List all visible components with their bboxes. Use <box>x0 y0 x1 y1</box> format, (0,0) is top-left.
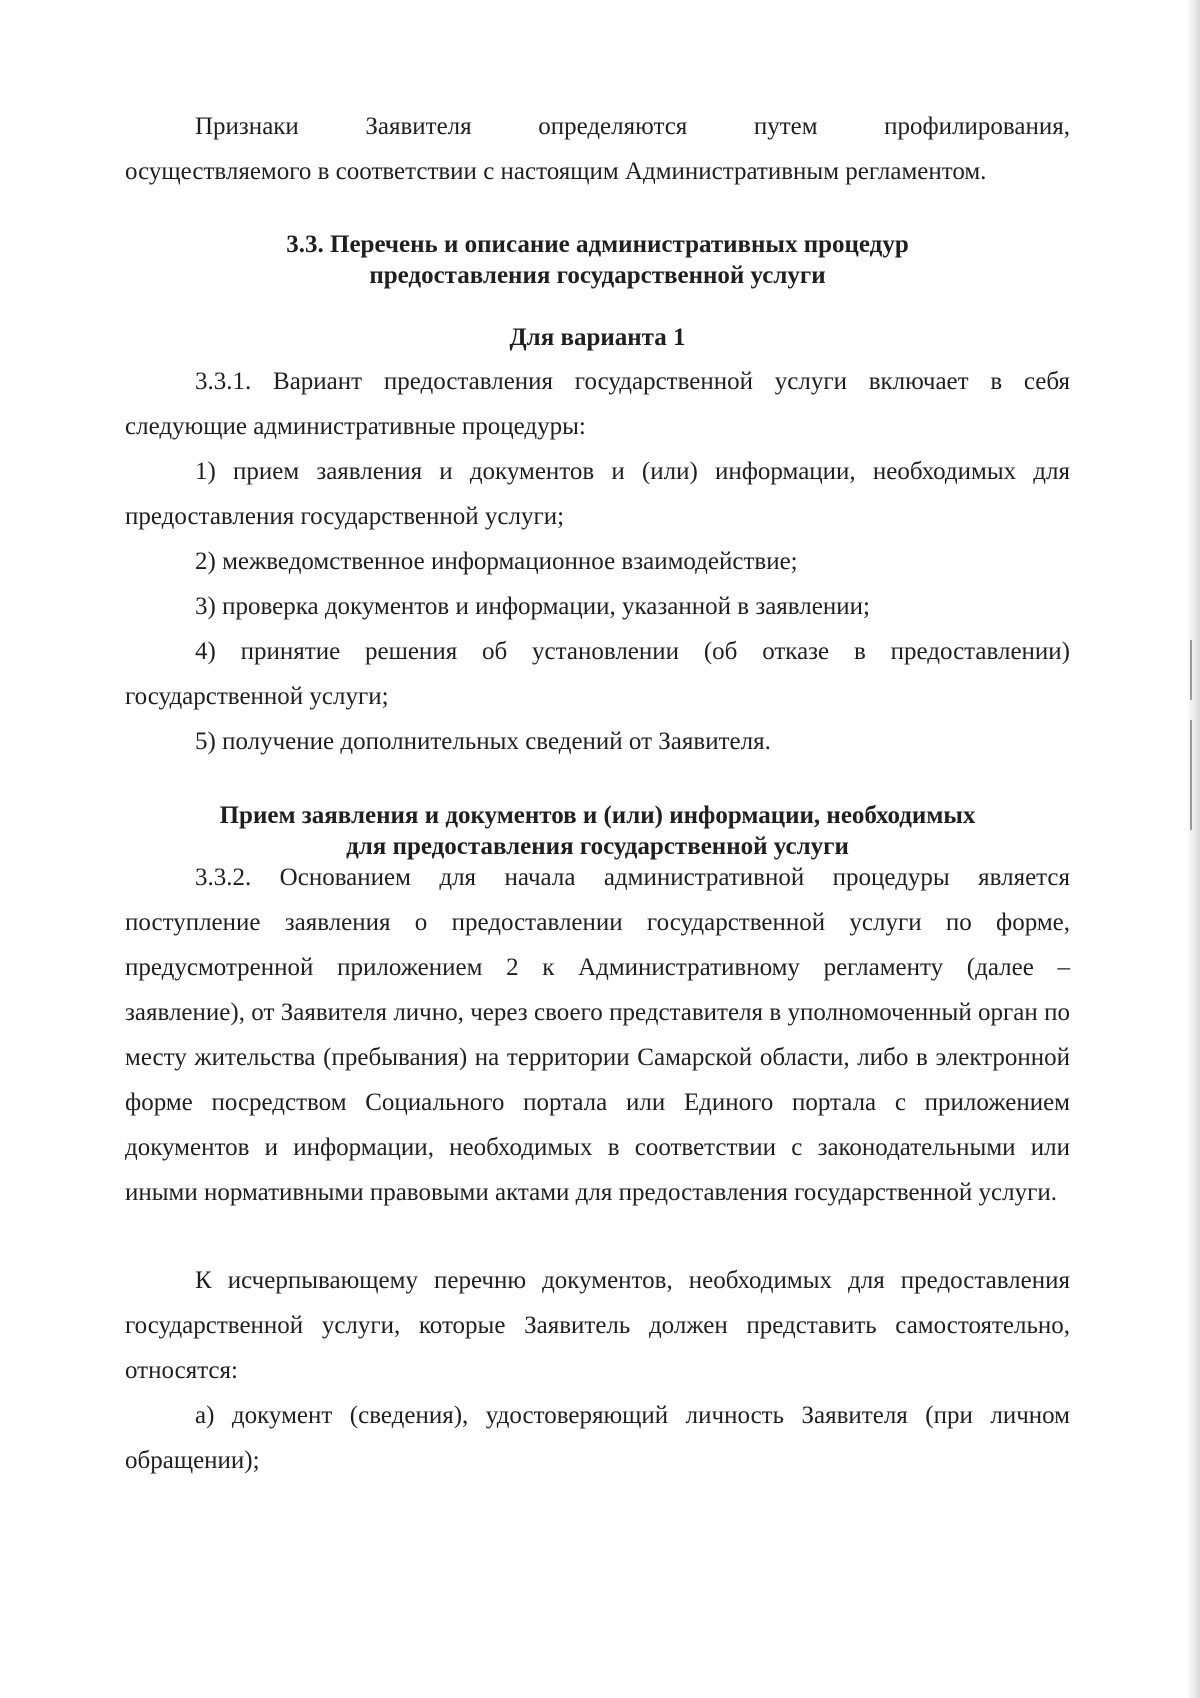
section-heading-line-2: предоставления государственной услуги <box>369 262 826 289</box>
scan-edge-mark <box>1190 720 1192 830</box>
paragraph-exhaustive-list: К исчерпывающему перечню документов, необходимых для предоставления государственной услуги, которые Заявитель должен представить самостоятельно, относятся: <box>125 1267 1070 1384</box>
variant-heading: Для варианта 1 <box>509 324 686 351</box>
subsection-heading-line-1: Прием заявления и документов и (или) информации, необходимых <box>219 802 976 829</box>
intro-paragraph <box>125 104 1070 194</box>
list-item-a: а) документ (сведения), удостоверяющий личность Заявителя (при личном обращении); <box>125 1402 1070 1474</box>
list-item: 3) проверка документов и информации, указанной в заявлении; <box>195 593 870 620</box>
subsection-heading-line-2: для предоставления государственной услуги <box>346 833 849 860</box>
section-heading <box>125 229 1070 291</box>
list-item: 4) принятие решения об установлении (об отказе в предоставлении) государственной услуги; <box>125 638 1070 710</box>
list-item: 2) межведомственное информационное взаимодействие; <box>195 548 798 575</box>
list-item: 5) получение дополнительных сведений от Заявителя. <box>195 728 771 755</box>
intro-line-1: Признаки Заявителя определяются путем профилирования, <box>195 113 1070 140</box>
paragraph-3-3-2: 3.3.2. Основанием для начала административной процедуры является поступление заявления о предоставлении государственной услуги по форме, предусмотренной приложением 2 к Административному регламенту (далее – заявление), от Заявителя лично, через своего представителя в уполномоченный орган по месту жительства (пребывания) на территории Самарской области, либо в электронной форме посредством Социального портала или Единого портала с приложением документов и информации, необходимых в соответствии с законодательными или иными нормативными правовыми актами для предоставления государственной услуги. <box>125 864 1070 1206</box>
subsection-heading <box>125 800 1070 862</box>
list-item: 1) прием заявления и документов и (или) информации, необходимых для предоставления государственной услуги; <box>125 458 1070 530</box>
section-heading-line-1: 3.3. Перечень и описание административных процедур <box>286 231 909 258</box>
scan-edge-mark <box>1190 640 1192 700</box>
scan-edge-shadow <box>1186 0 1200 1698</box>
intro-line-2: осуществляемого в соответствии с настоящим Административным регламентом. <box>125 158 987 185</box>
paragraph-3-3-1: 3.3.1. Вариант предоставления государственной услуги включает в себя следующие административные процедуры: <box>125 368 1070 440</box>
